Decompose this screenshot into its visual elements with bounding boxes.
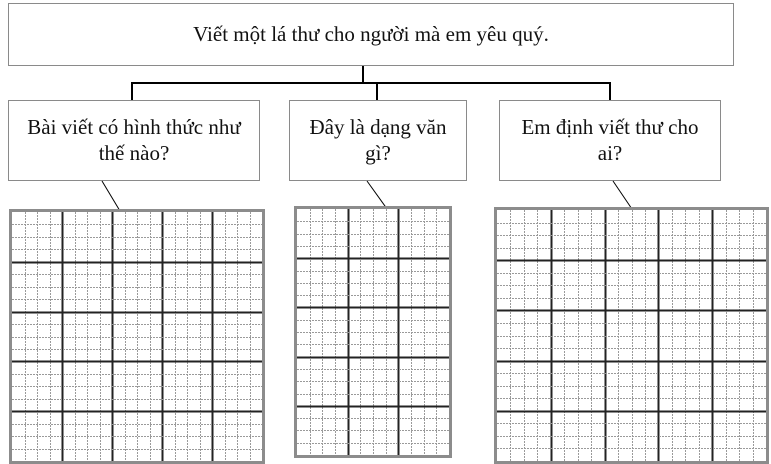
grid-lines bbox=[497, 210, 766, 461]
question-text-form: Bài viết có hình thức như thế nào? bbox=[27, 115, 241, 165]
grid-lines bbox=[297, 209, 449, 455]
answer-grid-2[interactable] bbox=[294, 206, 452, 458]
question-text-recipient: Em định viết thư cho ai? bbox=[521, 115, 699, 165]
grid-lines bbox=[12, 212, 262, 461]
answer-grid-3[interactable] bbox=[494, 207, 769, 464]
question-text-genre: Đây là dạng văn gì? bbox=[309, 115, 447, 165]
root-topic-text: Viết một lá thư cho người mà em yêu quý. bbox=[193, 21, 549, 46]
answer-grid-1[interactable] bbox=[9, 209, 265, 464]
